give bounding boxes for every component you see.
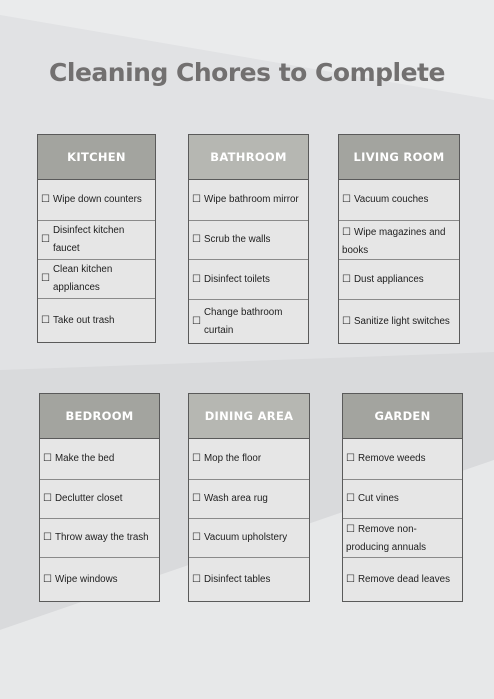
chore-item[interactable] [189, 180, 308, 221]
chore-label: Cut vines [357, 493, 399, 504]
chore-item[interactable] [40, 558, 159, 601]
chore-label: Take out trash [52, 314, 115, 326]
checkbox-icon[interactable]: ☐ [346, 453, 355, 464]
checkbox-icon[interactable]: ☐ [346, 524, 355, 535]
chore-label: Make the bed [54, 453, 115, 464]
chore-item[interactable] [189, 439, 309, 480]
chore-label: Vacuum upholstery [203, 532, 288, 543]
chore-label: Change bathroom curtain [203, 306, 283, 336]
checkbox-icon[interactable]: ☐ [342, 315, 351, 327]
card-heading: BATHROOM [189, 135, 308, 180]
chore-item[interactable] [343, 519, 462, 558]
checkbox-icon[interactable]: ☐ [43, 573, 52, 585]
chore-item[interactable] [189, 519, 309, 558]
card-dining-area [188, 393, 310, 602]
card-living-room [338, 134, 460, 344]
checkbox-icon[interactable]: ☐ [342, 273, 351, 285]
checkbox-icon[interactable]: ☐ [192, 273, 201, 285]
checkbox-icon[interactable]: ☐ [342, 227, 351, 238]
card-heading: DINING AREA [189, 394, 309, 439]
chore-label: Scrub the walls [203, 234, 271, 245]
checkbox-icon[interactable]: ☐ [192, 453, 201, 464]
checkbox-icon[interactable]: ☐ [43, 453, 52, 464]
checkbox-icon[interactable]: ☐ [41, 194, 50, 205]
chore-item[interactable] [40, 480, 159, 519]
chore-label: Wash area rug [203, 493, 268, 504]
checkbox-icon[interactable]: ☐ [192, 573, 201, 585]
checkbox-icon[interactable]: ☐ [43, 532, 52, 543]
chore-label: Wipe bathroom mirror [203, 194, 299, 205]
chore-item[interactable] [343, 439, 462, 480]
chore-item[interactable] [339, 260, 459, 300]
chore-label: Vacuum couches [353, 194, 429, 205]
chore-label: Wipe down counters [52, 194, 142, 205]
chore-item[interactable] [38, 299, 155, 342]
chore-item[interactable] [339, 300, 459, 343]
card-heading: KITCHEN [38, 135, 155, 180]
chore-label: Mop the floor [203, 453, 262, 464]
chore-label: Remove dead leaves [357, 573, 451, 585]
checkbox-icon[interactable]: ☐ [192, 234, 201, 245]
chore-item[interactable] [189, 221, 308, 260]
checkbox-icon[interactable]: ☐ [41, 234, 50, 245]
checkbox-icon[interactable]: ☐ [342, 194, 351, 205]
card-heading: BEDROOM [40, 394, 159, 439]
chore-item[interactable] [189, 260, 308, 300]
chore-label: Sanitize light switches [353, 315, 450, 327]
checkbox-icon[interactable]: ☐ [346, 573, 355, 585]
chore-item[interactable] [189, 558, 309, 601]
chore-label: Remove weeds [357, 453, 426, 464]
checkbox-icon[interactable]: ☐ [192, 532, 201, 543]
chore-label: Disinfect kitchen faucet [52, 225, 125, 254]
chore-label: Throw away the trash [54, 532, 149, 543]
chore-label: Dust appliances [353, 273, 424, 285]
chore-label: Disinfect tables [203, 573, 271, 585]
checkbox-icon[interactable]: ☐ [346, 493, 355, 504]
chore-item[interactable] [343, 558, 462, 601]
chore-label: Wipe magazines and books [342, 227, 446, 256]
chore-item[interactable] [339, 221, 459, 260]
chore-label: Remove non-producing annuals [346, 524, 427, 553]
card-bathroom [188, 134, 309, 344]
chore-label: Declutter closet [54, 493, 123, 504]
chore-item[interactable] [189, 300, 308, 343]
chore-label: Clean kitchen appliances [52, 264, 113, 293]
chore-label: Wipe windows [54, 573, 118, 585]
page-title: Cleaning Chores to Complete [49, 58, 445, 87]
card-kitchen [37, 134, 156, 343]
chore-item[interactable] [189, 480, 309, 519]
card-heading: LIVING ROOM [339, 135, 459, 180]
checkbox-icon[interactable]: ☐ [41, 273, 50, 284]
card-bedroom [39, 393, 160, 602]
chore-item[interactable] [339, 180, 459, 221]
checkbox-icon[interactable]: ☐ [192, 194, 201, 205]
card-garden [342, 393, 463, 602]
checkbox-icon[interactable]: ☐ [192, 493, 201, 504]
card-heading: GARDEN [343, 394, 462, 439]
checkbox-icon[interactable]: ☐ [43, 493, 52, 504]
checkbox-icon[interactable]: ☐ [192, 315, 201, 327]
chore-item[interactable] [38, 180, 155, 221]
chore-item[interactable] [38, 221, 155, 260]
chore-label: Disinfect toilets [203, 273, 270, 285]
chore-item[interactable] [40, 519, 159, 558]
checkbox-icon[interactable]: ☐ [41, 314, 50, 326]
chore-item[interactable] [40, 439, 159, 480]
chore-item[interactable] [343, 480, 462, 519]
chore-item[interactable] [38, 260, 155, 299]
